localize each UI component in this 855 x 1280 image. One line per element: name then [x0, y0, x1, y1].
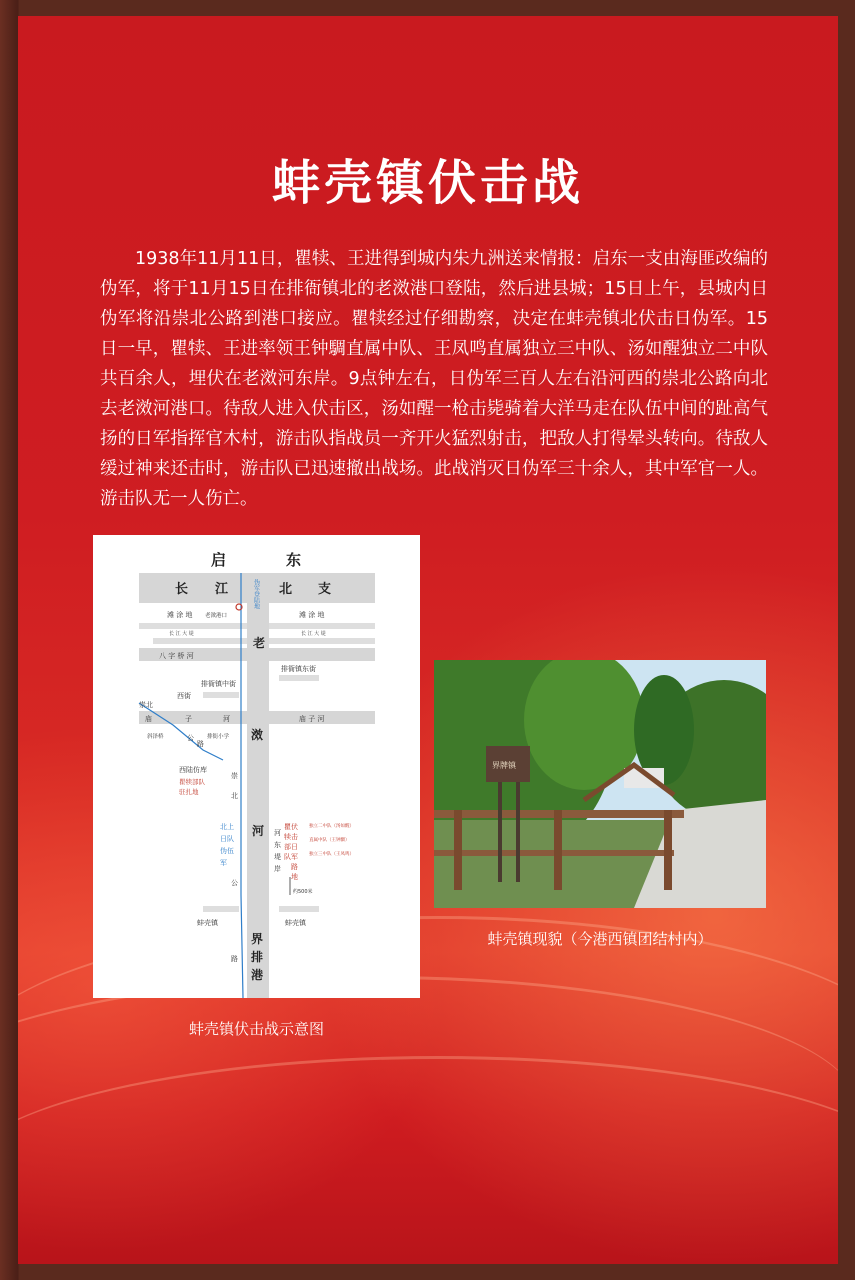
street-band [203, 692, 239, 698]
map-label-distance: 约500米 [293, 889, 313, 895]
map-label-bangke-right: 蚌壳镇 [285, 919, 306, 927]
road-line [241, 573, 243, 998]
map-label-east-street: 排衙镇东街 [281, 665, 316, 673]
map-label-ambush-6: 地 [291, 873, 298, 881]
map-label-ambush-5: 路 [291, 863, 298, 871]
sign-post [516, 782, 520, 882]
map-label-chang: 长 [175, 582, 189, 597]
railing-post [664, 810, 672, 890]
map-label-unit-2: 直属中队（王钟騆） [309, 838, 350, 843]
map-label-landing: 伪军登陆地 [252, 579, 260, 609]
body-paragraph: 1938年11月11日，瞿犊、王进得到城内朱九洲送来情报：启东一支由海匪改编的伪军，将于11月15日在排衙镇北的老滧港口登陆，然后进县城；15日上午，县城内日伪军将沿崇北公路到港口接应。瞿犊经过仔细勘察，决定在蚌壳镇北伏击日伪军。15日一早，瞿犊、王进率领王钟騆直属中队、王凤鸣直属独立三中队、汤如醒独立二中队共百余人，埋伏在老滧河东岸。9点钟左右，日伪军三百人左右沿河西的崇北公路向北去老滧河港口。待敌人进入伏击区，汤如醒一枪击毙骑着大洋马走在队伍中间的趾高气扬的日军指挥官木村，游击队指战员一齐开火猛烈射击，把敌人打得晕头转向。待敌人缓过神来还击时，游击队已迅速撤出战场。此战消灭日伪军三十余人，其中军官一人。游击队无一人伤亡。 [100, 249, 768, 509]
map-label-ambush-4: 队军 [284, 853, 298, 861]
map-label-he: 河 [223, 715, 230, 723]
railing-post [554, 810, 562, 890]
map-label-east-bank-4: 岸 [274, 865, 281, 873]
railing-post [454, 810, 462, 890]
map-label-middle-street: 排衙镇中街 [201, 680, 236, 688]
map-label-dyke-left: 长 江 大 堤 [169, 631, 194, 637]
map-label-tidal-right: 滩 涂 地 [299, 611, 325, 619]
bangke-band [203, 906, 239, 912]
street-band [279, 675, 319, 681]
map-label-chong: 崇 [231, 772, 238, 780]
map-label-ambush-2: 犊击 [284, 833, 298, 841]
map-label-miaozi-right: 庙 子 河 [299, 715, 325, 723]
map-label-dong: 东 [286, 551, 302, 569]
map-label-chongbei: 崇北 [139, 701, 153, 709]
map-label-gong-2: 公 [231, 879, 238, 887]
map-label-japan-1: 北上 [220, 823, 234, 831]
bangke-band [279, 906, 319, 912]
map-label-pai: 排 [251, 950, 264, 964]
map-label-east-bank-3: 堤 [274, 853, 281, 861]
map-label-xiao: 滧 [251, 728, 264, 742]
village-photo [434, 660, 766, 908]
map-label-bei: 北 [231, 792, 238, 800]
battle-map [93, 535, 420, 998]
map-label-east-bank-2: 东 [274, 841, 281, 849]
photo-caption: 蚌壳镇现貌（今港西镇团结村内） [487, 930, 713, 948]
map-label-gang: 港 [251, 968, 264, 982]
map-label-jiang: 江 [215, 582, 229, 597]
map-label-bei: 北 [279, 582, 293, 597]
map-label-tidal-left: 滩 涂 地 [167, 611, 193, 619]
map-label-school: 排衙小学 [207, 734, 230, 740]
map-label-unit-1: 独立二中队（汤如醒） [309, 824, 354, 829]
map-label-he-river: 河 [252, 824, 265, 838]
map-label-japan-2: 日队 [220, 835, 234, 843]
decorative-wave [18, 1056, 838, 1264]
map-label-dyke-right: 长 江 大 堤 [301, 631, 326, 637]
map-label-bazi-river: 八 字 桥 河 [159, 652, 194, 660]
map-label-japan-4: 军 [220, 859, 227, 867]
map-label-jucamp-2: 驻扎地 [179, 788, 199, 796]
map-label-ambush-3: 部日 [284, 843, 298, 851]
map-label-lao: 老 [253, 636, 266, 650]
map-label-miao: 庙 [145, 715, 152, 723]
map-label-bangke-left: 蚌壳镇 [197, 919, 218, 927]
map-label-ambush-1: 瞿伏 [284, 823, 298, 831]
map-label-zhi: 支 [318, 582, 332, 597]
map-label-zi: 子 [185, 715, 192, 723]
map-label-japan-3: 伪伍 [220, 847, 234, 855]
page-title: 蚌壳镇伏击战 [271, 155, 584, 211]
map-label-xipang: 西陆仿库 [179, 766, 207, 774]
map-label-jie: 界 [251, 932, 264, 946]
sign-text: 界牌镇 [492, 761, 516, 770]
village-photo-svg [434, 660, 766, 908]
map-label-lu: 路 [197, 740, 204, 748]
map-label-unit-3: 独立三中队（王凤鸣） [309, 852, 354, 857]
map-label-port: 老滧港口 [205, 613, 228, 619]
map-label-east-bank-1: 河 [274, 829, 281, 837]
map-label-gong: 公 [187, 734, 194, 742]
poster-panel [18, 16, 838, 1264]
map-caption: 蚌壳镇伏击战示意图 [188, 1020, 324, 1038]
map-label-jucamp-1: 瞿犊部队 [179, 778, 205, 786]
map-label-lu-2: 路 [231, 955, 238, 963]
sign-post [498, 782, 502, 882]
map-label-xiejiaqiao: 斜泽桥 [147, 734, 164, 740]
map-label-xijie: 西街 [177, 692, 191, 700]
map-label-qi: 启 [211, 551, 227, 569]
battle-map-svg [93, 535, 420, 998]
